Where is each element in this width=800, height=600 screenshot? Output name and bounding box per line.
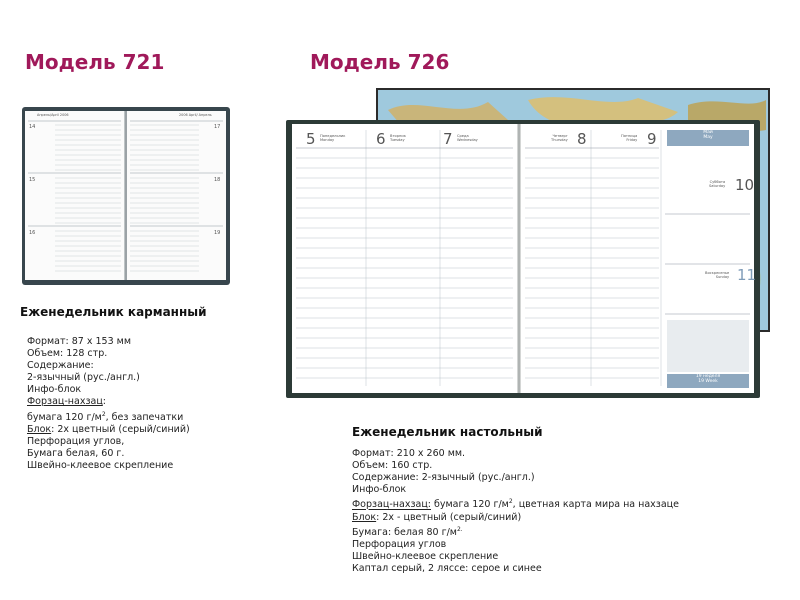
spec-paper-prefix: бумага 120 г/м bbox=[27, 411, 102, 423]
spec-volume: Объем: 160 стр. bbox=[352, 460, 433, 472]
spec-paper-white: Бумага белая, 60 г. bbox=[27, 448, 125, 459]
spec-binding: Швейно-клеевое скрепление bbox=[352, 551, 499, 563]
pocket-day-number: 14 bbox=[29, 124, 36, 130]
spec-language: 2-язычный (рус./англ.) bbox=[27, 372, 140, 384]
spec-paper bbox=[352, 524, 679, 539]
pocket-day-number: 18 bbox=[214, 177, 221, 183]
pocket-day-number: 17 bbox=[214, 124, 221, 130]
month-tab: Май May bbox=[667, 130, 749, 146]
desk-day-name: Среда Wednesday bbox=[457, 134, 478, 142]
desk-spec-list bbox=[352, 448, 679, 575]
desk-left-page bbox=[292, 124, 517, 393]
spec-volume: Объем: 128 стр. bbox=[27, 348, 108, 360]
spec-block-value: : 2х - цветный (серый/синий) bbox=[376, 511, 522, 523]
spec-block-value: : 2х цветный (серый/синий) bbox=[51, 423, 190, 435]
desk-right-page bbox=[521, 124, 757, 393]
desk-planner-image bbox=[286, 120, 760, 398]
spec-binding: Швейно-клеевое скрепление bbox=[27, 460, 174, 472]
spec-format: Формат: 87 х 153 мм bbox=[27, 336, 131, 347]
spec-contents: Содержание: bbox=[27, 360, 94, 372]
desk-day-number: 9 bbox=[647, 130, 657, 148]
spec-perforation: Перфорация углов bbox=[352, 538, 447, 550]
desk-day-number: 8 bbox=[577, 130, 587, 148]
spec-endpaper-suffix: , цветная карта мира на нахзаце bbox=[512, 499, 679, 511]
spec-endpaper-colon: : bbox=[102, 396, 106, 408]
spec-endpaper bbox=[352, 496, 679, 511]
spec-endpaper-label: Форзац-нахзац bbox=[27, 396, 103, 408]
pocket-day-number: 15 bbox=[29, 177, 36, 183]
model-721-title: Модель 721 bbox=[25, 50, 165, 74]
pocket-day-number: 19 bbox=[214, 230, 221, 236]
spec-paper bbox=[27, 409, 190, 424]
desk-day-number: 11 bbox=[737, 266, 757, 284]
pocket-planner-heading: Еженедельник карманный bbox=[20, 305, 207, 319]
spec-block-label: Блок bbox=[352, 511, 377, 523]
spec-block bbox=[27, 424, 190, 436]
spec-block bbox=[352, 512, 679, 524]
model-726-title: Модель 726 bbox=[310, 50, 450, 74]
desk-day-number: 6 bbox=[376, 130, 386, 148]
pocket-right-page bbox=[127, 111, 226, 280]
desk-day-name: Воскресенье Sunday bbox=[705, 271, 730, 279]
desk-day-name: Понедельник Monday bbox=[320, 134, 346, 142]
spec-endpaper bbox=[27, 396, 190, 408]
spec-info-block: Инфо-блок bbox=[27, 384, 82, 396]
spec-contents: Содержание: 2-язычный (рус./англ.) bbox=[352, 472, 535, 484]
spec-block-label: Блок bbox=[27, 423, 52, 435]
spec-perforation: Перфорация углов, bbox=[27, 435, 125, 447]
spec-info-block: Инфо-блок bbox=[352, 484, 407, 496]
desk-day-name: Четверг Thursday bbox=[551, 134, 568, 142]
spec-paper-sup: 2 bbox=[101, 410, 106, 418]
spec-ribbon: Каптал серый, 2 ляссе: серое и синее bbox=[352, 563, 542, 575]
pocket-spec-list bbox=[27, 336, 190, 472]
desk-planner-heading: Еженедельник настольный bbox=[352, 425, 543, 439]
pocket-right-header: 2006 April/ Апрель bbox=[179, 113, 212, 117]
desk-day-name: Пятница Friday bbox=[621, 134, 638, 142]
desk-day-number: 7 bbox=[443, 130, 453, 148]
spec-endpaper-prefix: бумага 120 г/м bbox=[430, 499, 509, 511]
desk-day-name: Вторник Tuesday bbox=[390, 134, 406, 142]
spec-endpaper-sup: 2 bbox=[508, 498, 513, 506]
desk-day-name: Суббота Saturday bbox=[709, 180, 726, 188]
spec-paper-sup: 2. bbox=[456, 525, 463, 533]
spec-endpaper-label: Форзац-нахзац: bbox=[352, 499, 431, 511]
pocket-left-page bbox=[25, 111, 124, 280]
spec-paper-suffix: , без запечатки bbox=[105, 411, 184, 423]
pocket-left-header: Апрель/April 2006 bbox=[37, 113, 69, 117]
pocket-planner-image bbox=[22, 107, 230, 285]
pocket-day-number: 16 bbox=[29, 230, 36, 236]
spec-format: Формат: 210 х 260 мм. bbox=[352, 448, 466, 459]
week-tab: 19 неделя 19 Week bbox=[667, 374, 749, 388]
spec-paper-prefix: Бумага: белая 80 г/м bbox=[352, 526, 457, 538]
desk-day-number: 10 bbox=[735, 176, 755, 194]
desk-day-number: 5 bbox=[306, 130, 316, 148]
